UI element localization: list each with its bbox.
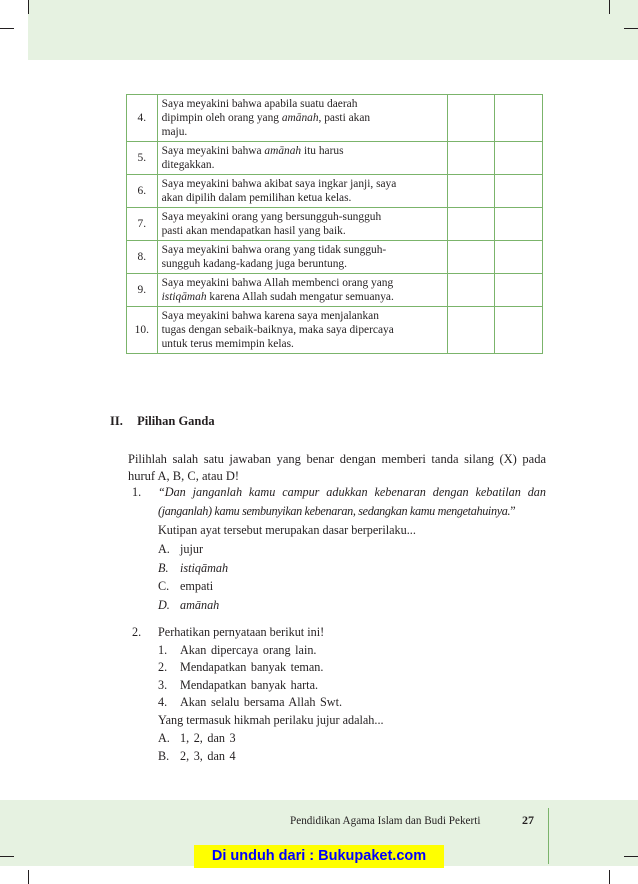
book-title: Pendidikan Agama Islam dan Budi Pekerti xyxy=(290,815,481,827)
statement-row xyxy=(127,142,543,175)
answer-cell[interactable] xyxy=(447,175,495,208)
numbered-statement: 3. Mendapatkan banyak harta. xyxy=(158,677,319,692)
attitude-statement-table xyxy=(126,94,543,354)
statement-number: 7. xyxy=(127,208,158,241)
instructions-text: Pilihlah salah satu jawaban yang benar dengan memberi tanda silang (X) pada huruf A, B, C, atau D! xyxy=(128,452,546,483)
statement-line: istiqāmah karena Allah sudah mengatur semuanya. xyxy=(161,291,394,303)
answer-cell[interactable] xyxy=(495,307,543,354)
footer-divider xyxy=(548,808,549,864)
statement-line: sungguh kadang-kadang juga beruntung. xyxy=(161,258,347,270)
answer-cell[interactable] xyxy=(495,95,543,142)
statement-line: Saya meyakini bahwa orang yang tidak sungguh- xyxy=(161,244,387,256)
statement-text xyxy=(157,95,447,142)
question-quote-line: (janganlah) kamu sembunyikan kebenaran, sedangkan kamu mengetahuinya.” xyxy=(158,504,516,518)
statement-line: dipimpin oleh orang yang amānah, pasti akan xyxy=(161,112,371,124)
statement-row xyxy=(127,208,543,241)
statement-line: Saya meyakini bahwa akibat saya ingkar janji, saya xyxy=(161,178,397,190)
numbered-statement: 1. Akan dipercaya orang lain. xyxy=(158,642,317,657)
statement-line: untuk terus memimpin kelas. xyxy=(161,338,294,350)
crop-mark xyxy=(0,28,14,29)
answer-option[interactable]: B. 2, 3, dan 4 xyxy=(158,749,236,763)
statement-number: 9. xyxy=(127,274,158,307)
statement-row xyxy=(127,241,543,274)
statement-line: maju. xyxy=(161,126,188,138)
crop-mark xyxy=(28,870,29,884)
crop-mark xyxy=(609,0,610,14)
question-number: 1. xyxy=(132,485,142,499)
crop-mark xyxy=(624,856,638,857)
statement-line: Saya meyakini bahwa Allah membenci orang yang xyxy=(161,277,394,289)
section-title: Pilihan Ganda xyxy=(137,414,215,428)
statement-line: Saya meyakini bahwa amānah itu harus xyxy=(161,145,344,157)
statement-line: akan dipilih dalam pemilihan ketua kelas. xyxy=(161,192,352,204)
question-number: 2. xyxy=(132,625,142,639)
statement-row xyxy=(127,95,543,142)
answer-cell[interactable] xyxy=(495,208,543,241)
answer-cell[interactable] xyxy=(447,241,495,274)
statement-line: tugas dengan sebaik-baiknya, maka saya dipercaya xyxy=(161,324,394,336)
crop-mark xyxy=(0,856,14,857)
statement-number: 6. xyxy=(127,175,158,208)
statement-line: pasti akan mendapatkan hasil yang baik. xyxy=(161,225,346,237)
statement-line: Saya meyakini orang yang bersungguh-sungguh xyxy=(161,211,382,223)
answer-option[interactable]: A. 1, 2, dan 3 xyxy=(158,731,236,745)
statement-line: Saya meyakini bahwa apabila suatu daerah xyxy=(161,98,358,110)
header-band xyxy=(28,0,638,60)
question-text: Yang termasuk hikmah perilaku jujur adalah... xyxy=(158,713,384,727)
statement-number: 5. xyxy=(127,142,158,175)
statement-text xyxy=(157,175,447,208)
answer-option[interactable]: C. empati xyxy=(158,579,214,593)
answer-cell[interactable] xyxy=(495,274,543,307)
crop-mark xyxy=(28,0,29,14)
statement-text xyxy=(157,241,447,274)
statement-text xyxy=(157,208,447,241)
statement-number: 4. xyxy=(127,95,158,142)
question-prompt: Perhatikan pernyataan berikut ini! xyxy=(158,625,325,639)
statement-text xyxy=(157,307,447,354)
page-number: 27 xyxy=(522,813,534,827)
answer-cell[interactable] xyxy=(447,307,495,354)
statement-row xyxy=(127,175,543,208)
crop-mark xyxy=(609,870,610,884)
answer-cell[interactable] xyxy=(495,142,543,175)
download-source-banner[interactable]: Di unduh dari : Bukupaket.com xyxy=(194,845,444,868)
answer-option[interactable]: D. amānah xyxy=(158,597,220,612)
answer-cell[interactable] xyxy=(447,95,495,142)
answer-cell[interactable] xyxy=(447,208,495,241)
statement-number: 8. xyxy=(127,241,158,274)
numbered-statement: 4. Akan selalu bersama Allah Swt. xyxy=(158,695,343,709)
statement-number: 10. xyxy=(127,307,158,354)
statement-row xyxy=(127,307,543,354)
section-number: II. xyxy=(110,414,123,428)
answer-option[interactable]: B. istiqāmah xyxy=(158,560,229,575)
crop-mark xyxy=(624,28,638,29)
statement-text xyxy=(157,274,447,307)
statement-text xyxy=(157,142,447,175)
statement-row xyxy=(127,274,543,307)
answer-cell[interactable] xyxy=(447,142,495,175)
question-quote-line: “Dan janganlah kamu campur adukkan kebenaran dengan kebatilan dan xyxy=(158,485,546,499)
statement-line: Saya meyakini bahwa karena saya menjalankan xyxy=(161,310,379,322)
statement-line: ditegakkan. xyxy=(161,159,215,171)
question-prompt: Kutipan ayat tersebut merupakan dasar berperilaku... xyxy=(158,523,416,537)
answer-cell[interactable] xyxy=(495,175,543,208)
answer-cell[interactable] xyxy=(447,274,495,307)
section-heading xyxy=(110,414,215,429)
answer-option[interactable]: A. jujur xyxy=(158,542,204,556)
numbered-statement: 2. Mendapatkan banyak teman. xyxy=(158,660,324,674)
answer-cell[interactable] xyxy=(495,241,543,274)
